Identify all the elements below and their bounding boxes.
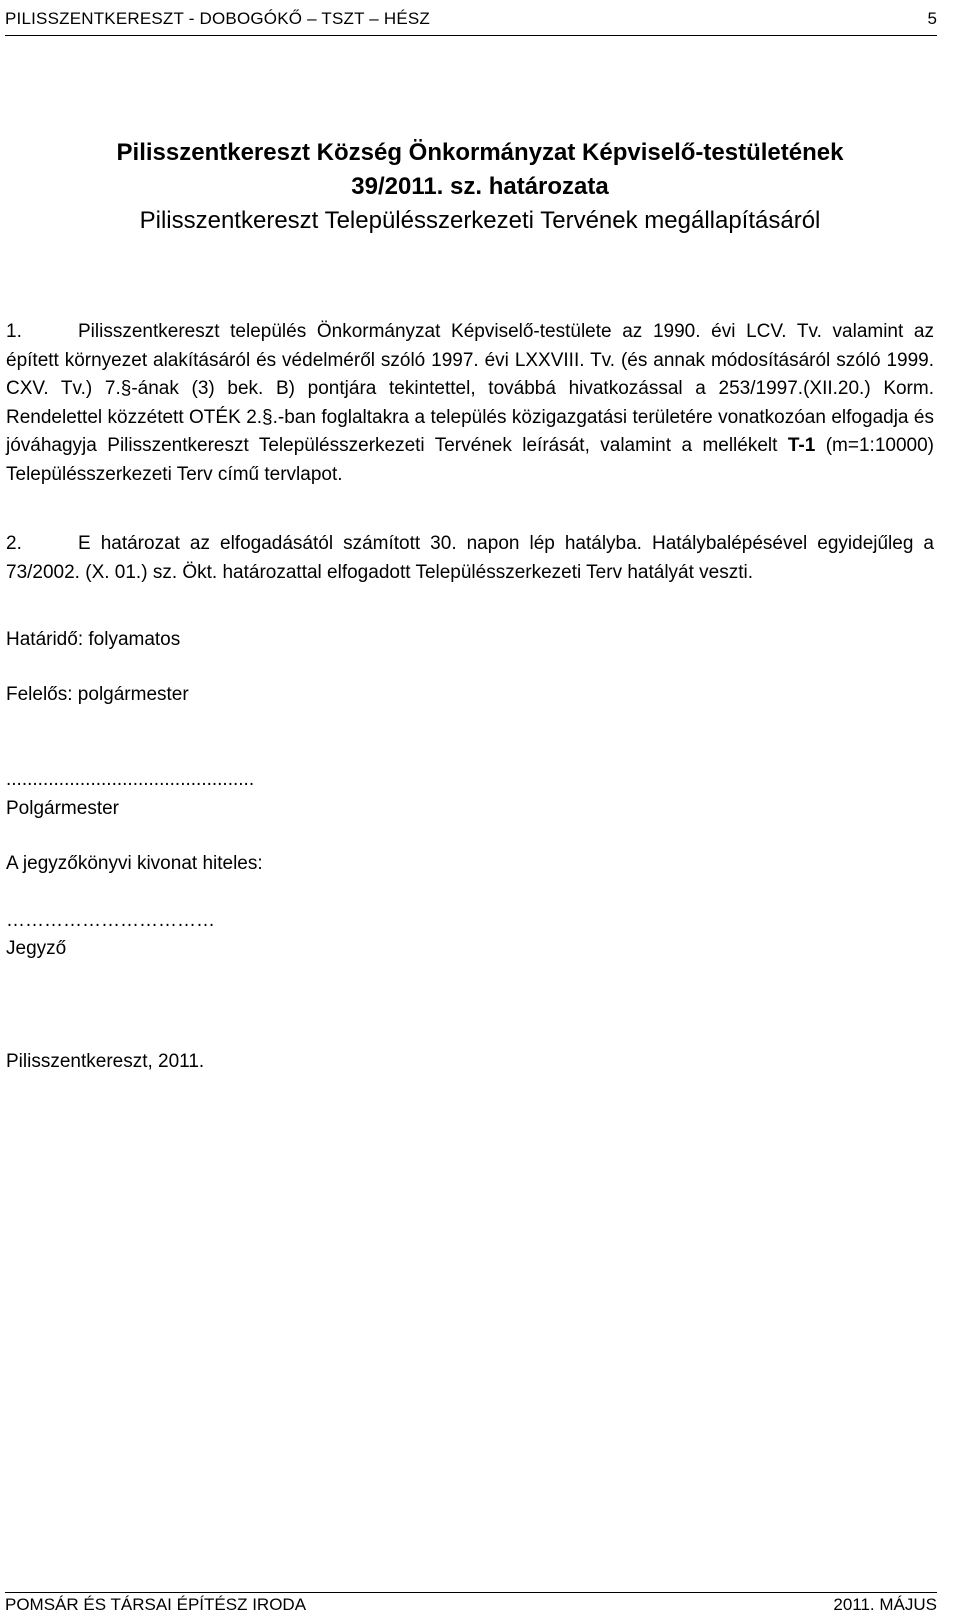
place-date: Pilisszentkereszt, 2011. [6, 1051, 205, 1072]
section-2-paragraph [6, 530, 934, 587]
deadline-line: Határidő: folyamatos [6, 629, 181, 650]
footer-office: POMSÁR ÉS TÁRSAI ÉPÍTÉSZ IRODA [5, 1595, 307, 1614]
notary-role: Jegyző [6, 938, 67, 959]
page-footer [5, 1592, 937, 1615]
mayor-role: Polgármester [6, 798, 119, 819]
title-line-1: Pilisszentkereszt Község Önkormányzat Képviselő-testületének [116, 139, 844, 166]
section-2-text: E határozat az elfogadásától számított 30. napon lép hatályba. Hatálybalépésével egyidejűleg a 73/2002. (X. 01.) sz. Ökt. határozattal elfogadott Településszerkezeti Terv hatályát veszti. [6, 533, 934, 583]
section-1-plan-code: T-1 [787, 435, 816, 456]
section-1-text-end: (m=1:10000) Településszerkezeti Terv című tervlapot. [6, 435, 934, 485]
page-header [5, 5, 937, 36]
header-title: PILISSZENTKERESZT - DOBOGÓKŐ – TSZT – HÉSZ [5, 9, 430, 28]
title-line-2: 39/2011. sz. határozata [351, 173, 609, 200]
notary-signature-dots: …………………………… [6, 910, 215, 931]
responsible-line: Felelős: polgármester [6, 684, 189, 705]
section-1-paragraph [6, 318, 934, 489]
section-1-text: Pilisszentkereszt település Önkormányzat Képviselő-testülete az 1990. évi LCV. Tv. valamint az épített környezet alakításáról és védelméről szóló 1997. évi LXXVIII. Tv. (és annak módosításáról szóló 1999. CXV. Tv.) 7.§-ának (3) bek. B) pontjára tekintettel, továbbá hivatkozással a 253/1997.(XII.20.) Korm. Rendelettel közzétett OTÉK 2.§.-ban foglaltakra a település közigazgatási területére vonatkozóan elfogadja és jóváhagyja Pilisszentkereszt Településszerkezeti Tervének leírását, valamint a mellékelt [6, 321, 934, 456]
footer-date: 2011. MÁJUS [833, 1595, 937, 1614]
section-1-number: 1. [6, 321, 22, 342]
page-number: 5 [927, 9, 937, 28]
mayor-signature-dots: ............................................... [6, 769, 255, 790]
title-line-3: Pilisszentkereszt Településszerkezeti Tervének megállapításáról [139, 207, 821, 234]
certified-line: A jegyzőkönyvi kivonat hiteles: [6, 853, 263, 874]
document-title [0, 136, 960, 238]
section-2-number: 2. [6, 533, 22, 554]
